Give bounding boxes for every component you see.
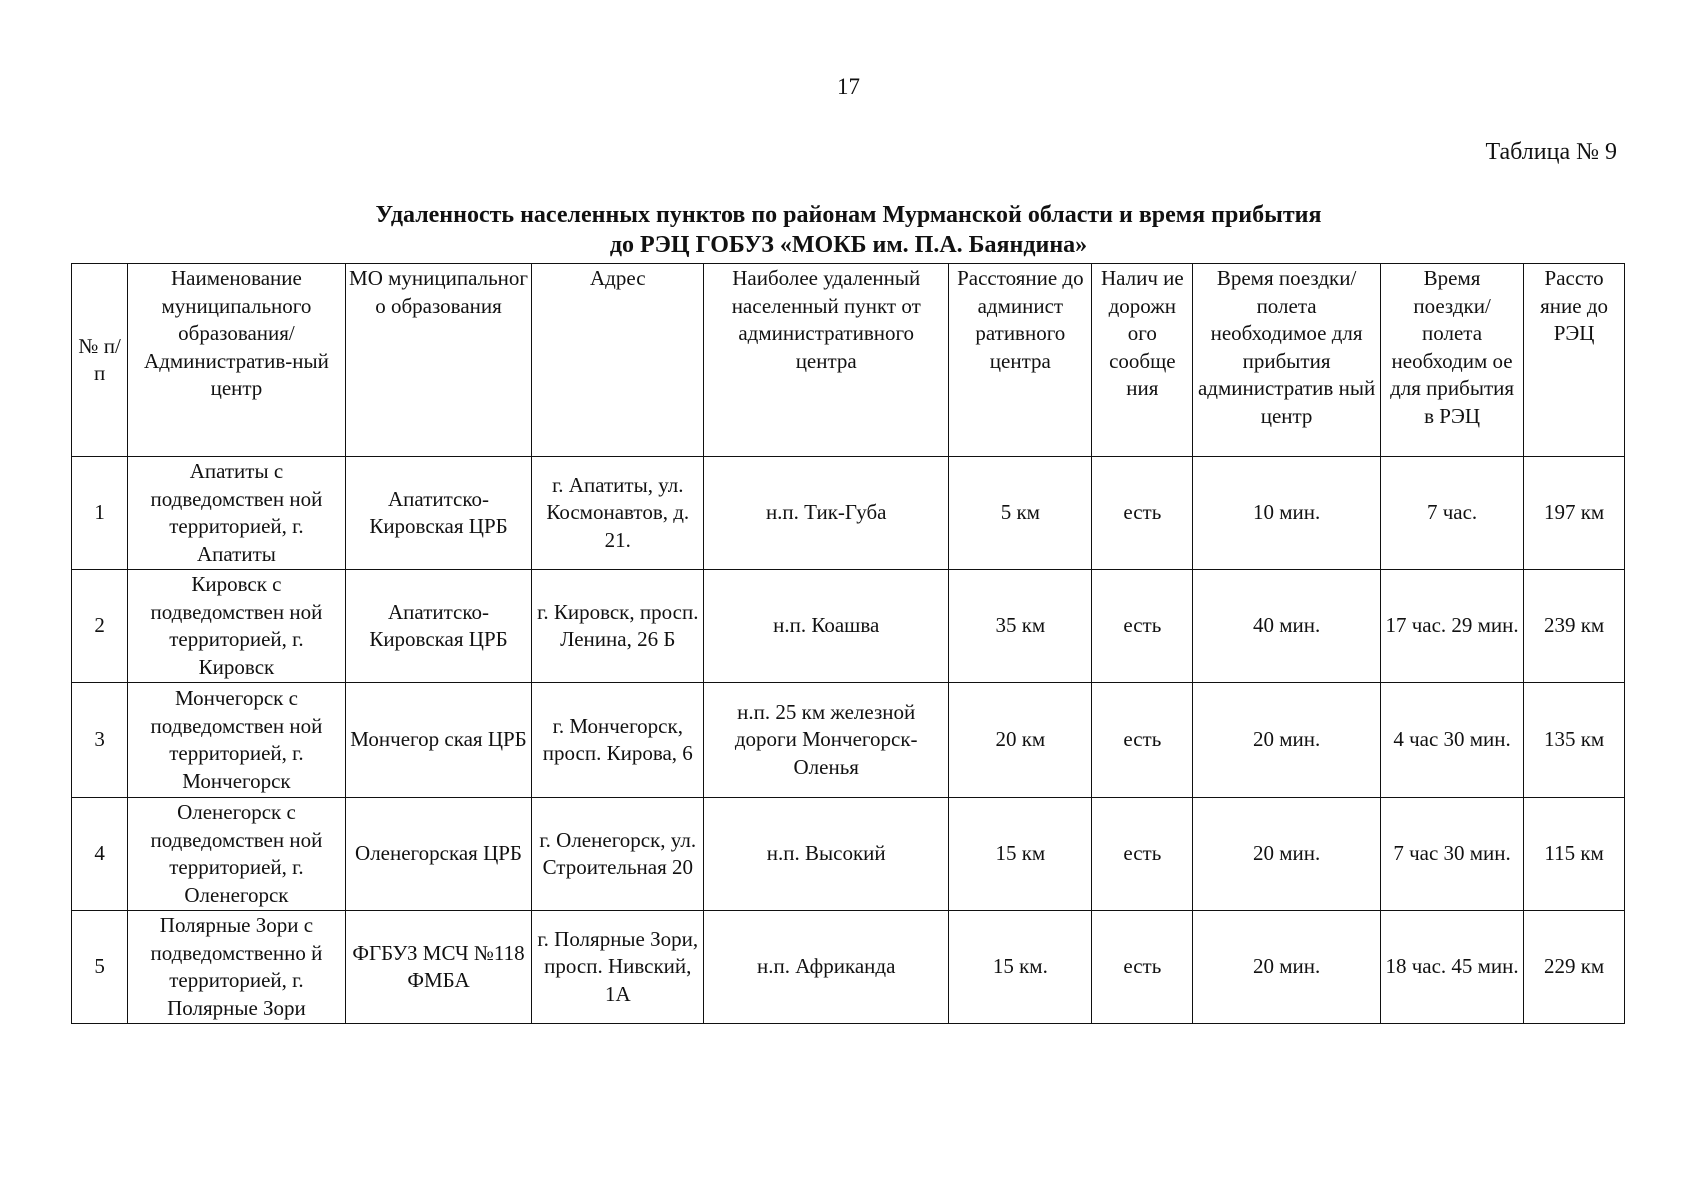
cell-mo: Оленегорская ЦРБ	[345, 798, 532, 911]
cell-num: 1	[72, 457, 128, 570]
cell-time-admin: 20 мин.	[1193, 911, 1381, 1024]
header-distance-rec: Рассто яние до РЭЦ	[1524, 264, 1625, 457]
title-line-2: до РЭЦ ГОБУЗ «МОКБ им. П.А. Баяндина»	[609, 232, 1088, 258]
cell-address: г. Оленегорск, ул. Строительная 20	[532, 798, 704, 911]
title-line-1: Удаленность населенных пунктов по районам Мурманской области и время прибытия	[375, 202, 1322, 228]
cell-distance-rec: 229 км	[1524, 911, 1625, 1024]
cell-time-admin: 10 мин.	[1193, 457, 1381, 570]
header-address: Адрес	[532, 264, 704, 457]
cell-name: Апатиты с подведомствен ной территорией, г. Апатиты	[128, 457, 345, 570]
cell-time-admin: 20 мин.	[1193, 683, 1381, 798]
cell-mo: Мончегор ская ЦРБ	[345, 683, 532, 798]
header-time-admin: Время поездки/полета необходимое для прибытия административ ный центр	[1193, 264, 1381, 457]
cell-mo: Апатитско-Кировская ЦРБ	[345, 570, 532, 683]
cell-distance-admin: 35 км	[949, 570, 1092, 683]
cell-name: Кировск с подведомствен ной территорией, г. Кировск	[128, 570, 345, 683]
cell-time-admin: 40 мин.	[1193, 570, 1381, 683]
document-title	[0, 200, 1697, 260]
cell-distance-rec: 115 км	[1524, 798, 1625, 911]
cell-mo: ФГБУЗ МСЧ №118 ФМБА	[345, 911, 532, 1024]
cell-num: 2	[72, 570, 128, 683]
cell-time-rec: 4 час 30 мин.	[1380, 683, 1523, 798]
cell-address: г. Полярные Зори, просп. Нивский, 1А	[532, 911, 704, 1024]
cell-remote: н.п. Высокий	[704, 798, 949, 911]
header-row	[72, 264, 1625, 457]
cell-num: 3	[72, 683, 128, 798]
cell-mo: Апатитско-Кировская ЦРБ	[345, 457, 532, 570]
cell-remote: н.п. 25 км железной дороги Мончегорск-Оленья	[704, 683, 949, 798]
cell-distance-admin: 15 км	[949, 798, 1092, 911]
cell-address: г. Апатиты, ул. Космонавтов, д. 21.	[532, 457, 704, 570]
cell-remote: н.п. Коашва	[704, 570, 949, 683]
cell-distance-admin: 20 км	[949, 683, 1092, 798]
table-label: Таблица № 9	[1485, 139, 1617, 165]
cell-road: есть	[1092, 911, 1193, 1024]
cell-time-admin: 20 мин.	[1193, 798, 1381, 911]
header-time-rec: Время поездки/ полета необходим ое для прибытия в РЭЦ	[1380, 264, 1523, 457]
table-row	[72, 570, 1625, 683]
table-row	[72, 911, 1625, 1024]
table-row	[72, 798, 1625, 911]
page-number: 17	[837, 74, 860, 99]
cell-name: Мончегорск с подведомствен ной территорией, г. Мончегорск	[128, 683, 345, 798]
header-num: № п/п	[72, 264, 128, 457]
cell-distance-rec: 239 км	[1524, 570, 1625, 683]
header-distance-admin: Расстояние до админист ративного центра	[949, 264, 1092, 457]
cell-name: Полярные Зори с подведомственно й территорией, г. Полярные Зори	[128, 911, 345, 1024]
cell-road: есть	[1092, 570, 1193, 683]
distance-table	[71, 263, 1625, 1024]
cell-remote: н.п. Африканда	[704, 911, 949, 1024]
cell-road: есть	[1092, 683, 1193, 798]
cell-num: 4	[72, 798, 128, 911]
table-row	[72, 457, 1625, 570]
table-row	[72, 683, 1625, 798]
cell-address: г. Кировск, просп. Ленина, 26 Б	[532, 570, 704, 683]
cell-time-rec: 7 час.	[1380, 457, 1523, 570]
header-name: Наименование муниципального образования/ Административ-ный центр	[128, 264, 345, 457]
cell-remote: н.п. Тик-Губа	[704, 457, 949, 570]
cell-name: Оленегорск с подведомствен ной территорией, г. Оленегорск	[128, 798, 345, 911]
cell-distance-admin: 15 км.	[949, 911, 1092, 1024]
header-remote: Наиболее удаленный населенный пункт от административного центра	[704, 264, 949, 457]
cell-time-rec: 7 час 30 мин.	[1380, 798, 1523, 911]
cell-address: г. Мончегорск, просп. Кирова, 6	[532, 683, 704, 798]
header-mo: МО муниципальног о образования	[345, 264, 532, 457]
cell-road: есть	[1092, 457, 1193, 570]
cell-time-rec: 18 час. 45 мин.	[1380, 911, 1523, 1024]
cell-distance-admin: 5 км	[949, 457, 1092, 570]
cell-road: есть	[1092, 798, 1193, 911]
cell-distance-rec: 197 км	[1524, 457, 1625, 570]
cell-distance-rec: 135 км	[1524, 683, 1625, 798]
cell-num: 5	[72, 911, 128, 1024]
cell-time-rec: 17 час. 29 мин.	[1380, 570, 1523, 683]
header-road: Налич ие дорожн ого сообще ния	[1092, 264, 1193, 457]
